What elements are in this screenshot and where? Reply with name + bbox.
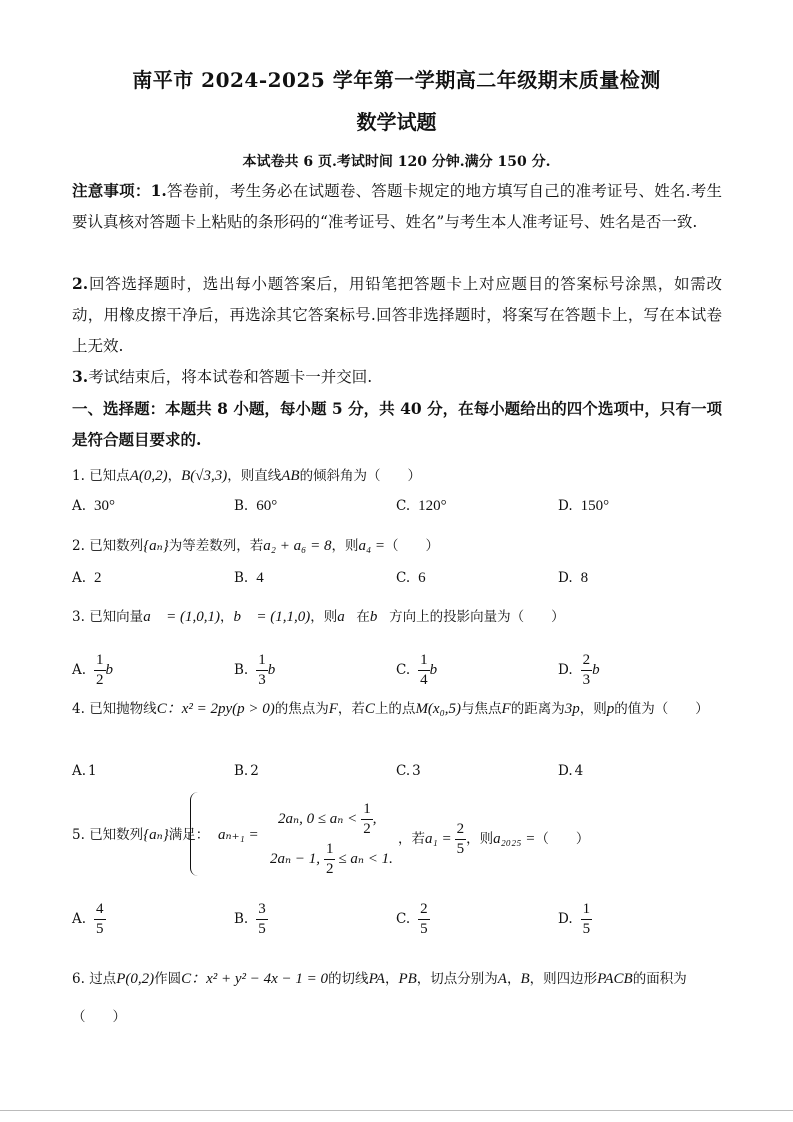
- question-text: 已知向量: [89, 609, 144, 625]
- math-vector-a: a⃗ = (1,0,1): [143, 609, 220, 625]
- question-text: （ ）: [385, 538, 440, 554]
- option-b[interactable]: [234, 900, 268, 939]
- fraction-denominator: 2: [96, 672, 104, 688]
- question-text: ，则: [310, 609, 338, 625]
- option-label: C.: [396, 570, 411, 586]
- math-sequence: {aₙ}: [143, 538, 169, 554]
- fraction-numerator: 1: [418, 651, 430, 671]
- fraction-numerator: 1: [94, 651, 106, 671]
- option-value: 4: [574, 763, 584, 779]
- fraction-numerator: 1: [256, 651, 268, 671]
- exam-info: 本试卷共 6 页.考试时间 120 分钟.满分 150 分.: [242, 154, 551, 170]
- option-a[interactable]: [72, 763, 97, 779]
- option-a[interactable]: [72, 651, 125, 690]
- question-text: ，切点分别为: [416, 971, 498, 987]
- question-number: 2.: [72, 538, 85, 554]
- option-a[interactable]: [72, 900, 106, 939]
- option-d[interactable]: [558, 763, 583, 779]
- option-value: 2: [94, 570, 102, 586]
- option-b[interactable]: [234, 763, 259, 779]
- option-value: 1: [88, 763, 97, 779]
- option-c[interactable]: [396, 498, 447, 515]
- question-2: [72, 535, 732, 557]
- option-vector: b⃗: [105, 662, 125, 678]
- question-text: 上的点: [374, 701, 416, 717]
- question-text: ，则直线: [227, 468, 282, 484]
- math-point-a: A(0,2): [129, 468, 168, 484]
- option-value: 2: [250, 763, 259, 779]
- math-condition: a₂ + a₆ = 8: [263, 538, 332, 554]
- fraction-numerator: 1: [324, 840, 336, 860]
- question-5-suffix: [398, 820, 658, 859]
- fraction-denominator: 3: [582, 672, 591, 688]
- option-value: 6: [418, 570, 426, 586]
- question-text: 的切线: [328, 971, 369, 987]
- fraction-denominator: 5: [582, 921, 591, 937]
- fraction: [418, 900, 430, 939]
- option-b[interactable]: [234, 570, 264, 587]
- math-vector-b: b⃗ = (1,1,0): [233, 609, 311, 625]
- option-c[interactable]: [396, 763, 421, 779]
- fraction-numerator: 2: [455, 820, 467, 840]
- question-number: 6.: [72, 971, 85, 987]
- option-label: C.: [396, 763, 411, 779]
- case-1-end: ,: [372, 811, 377, 827]
- exam-title: 南平市 2024-2025 学年第一学期高二年级期末质量检测: [132, 68, 661, 92]
- question-text: 与焦点: [461, 701, 502, 717]
- fraction: [581, 651, 593, 690]
- option-d[interactable]: [558, 900, 592, 939]
- fraction-denominator: 5: [456, 841, 465, 857]
- option-value: 3: [412, 763, 421, 779]
- question-text: 满足：: [168, 827, 210, 843]
- option-a[interactable]: [72, 570, 102, 587]
- math-target: a₂₀₂₅ =: [493, 831, 536, 847]
- question-text: 已知点: [89, 468, 130, 484]
- question-text: 已知数列: [89, 827, 144, 843]
- option-label: A.: [72, 763, 87, 779]
- math-focus: F: [501, 701, 511, 717]
- question-text: 已知数列: [89, 538, 144, 554]
- question-text: 已知抛物线: [89, 701, 157, 717]
- question-text: ，则: [331, 538, 359, 554]
- question-text: 为等差数列，若: [168, 538, 264, 554]
- page-bottom-divider: [0, 1110, 793, 1111]
- math-b: b⃗: [369, 609, 390, 625]
- question-text: ，则: [466, 831, 494, 847]
- option-label: A.: [72, 662, 87, 678]
- section-1-heading: 一、选择题：本题共 8 小题，每小题 5 分，共 40 分，在每小题给出的四个选项中，只有一项是符合题目要求的.: [72, 399, 722, 449]
- option-d[interactable]: [558, 570, 588, 587]
- fraction: [94, 900, 106, 939]
- option-c[interactable]: [396, 651, 449, 690]
- question-text: 过点: [89, 971, 117, 987]
- math-b: B: [520, 971, 530, 987]
- question-text: （ ）: [535, 831, 590, 847]
- math-a: a⃗: [337, 609, 357, 625]
- question-text: 的面积为: [632, 971, 687, 987]
- question-number: 4.: [72, 701, 85, 717]
- notice-item-1: [72, 175, 722, 238]
- math-distance: 3p: [564, 701, 580, 717]
- fraction-numerator: 4: [94, 900, 106, 920]
- notice-label: 注意事项：: [72, 181, 151, 200]
- option-label: A.: [72, 498, 87, 514]
- option-b[interactable]: [234, 651, 287, 690]
- math-point: M(x₀,5): [415, 701, 462, 717]
- question-1-options: [72, 498, 732, 522]
- question-text: ，: [384, 971, 399, 987]
- fraction-denominator: 5: [420, 921, 428, 937]
- math-pa: PA: [368, 971, 385, 987]
- option-c[interactable]: [396, 900, 430, 939]
- question-text: ，则: [579, 701, 607, 717]
- option-value: 30°: [94, 498, 116, 514]
- option-label: B.: [234, 763, 249, 779]
- question-6: [72, 960, 732, 1036]
- notice-item-3: [72, 361, 722, 393]
- option-value: 60°: [256, 498, 278, 514]
- math-a: A: [497, 971, 507, 987]
- question-text: ，则四边形: [529, 971, 598, 987]
- case-2-expr: 2aₙ − 1,: [270, 851, 320, 867]
- question-text: 方向上的投影向量为（ ）: [389, 609, 565, 625]
- question-text: 的距离为: [510, 701, 565, 717]
- math-lhs: aₙ₊₁ =: [218, 827, 259, 843]
- fraction-denominator: 5: [96, 921, 104, 937]
- question-2-options: [72, 570, 732, 594]
- option-label: D.: [558, 662, 573, 678]
- math-pb: PB: [398, 971, 417, 987]
- fraction: [94, 651, 106, 690]
- option-vector: b⃗: [592, 662, 612, 678]
- case-2-range: ≤ aₙ < 1.: [338, 851, 393, 867]
- fraction-denominator: 2: [325, 861, 334, 877]
- math-initial: a₁ =: [425, 831, 452, 847]
- fraction-numerator: 3: [256, 900, 268, 920]
- option-d[interactable]: [558, 651, 611, 690]
- fraction-numerator: 1: [361, 800, 373, 820]
- fraction: [361, 800, 373, 839]
- question-3-options: [72, 645, 732, 689]
- question-4-options: [72, 763, 732, 787]
- option-b[interactable]: [234, 498, 277, 515]
- notice-item-3-text: 考试结束后，将本试卷和答题卡一并交回.: [88, 368, 373, 386]
- math-quadrilateral: PACB: [597, 971, 633, 987]
- fraction-numerator: 2: [581, 651, 593, 671]
- option-label: C.: [396, 662, 411, 678]
- question-number: 1.: [72, 468, 85, 484]
- option-vector: b⃗: [267, 662, 287, 678]
- fraction: [256, 900, 268, 939]
- question-5-options: [72, 896, 732, 940]
- subject-title: 数学试题: [356, 110, 437, 134]
- math-curve: C：x² = 2py(p > 0): [156, 701, 275, 717]
- fraction: [455, 820, 467, 859]
- option-label: D.: [558, 911, 573, 927]
- notice-item-3-number: 3.: [72, 367, 89, 386]
- fraction: [256, 651, 268, 690]
- math-circle: C：x² + y² − 4x − 1 = 0: [181, 971, 329, 987]
- option-label: A.: [72, 570, 87, 586]
- math-c: C: [364, 701, 375, 717]
- question-text: 在: [356, 609, 370, 625]
- fraction-denominator: 3: [258, 672, 266, 688]
- option-label: B.: [234, 570, 249, 586]
- option-label: A.: [72, 911, 87, 927]
- question-text: ，: [167, 468, 182, 484]
- notice-item-1-text: 答卷前，考生务必在试题卷、答题卡规定的地方填写自己的准考证号、姓名.考生要认真核对答题卡上粘贴的条形码的“准考证号、姓名”与考生本人准考证号、姓名是否一致.: [72, 182, 722, 231]
- option-d[interactable]: [558, 498, 609, 515]
- option-label: B.: [234, 498, 249, 514]
- option-label: B.: [234, 662, 249, 678]
- question-text: 的值为（ ）: [614, 701, 709, 717]
- math-target: a₄ =: [358, 538, 386, 554]
- option-value: 150°: [580, 498, 610, 514]
- math-point-b: B(√3,3): [181, 468, 228, 484]
- fraction-numerator: 1: [581, 900, 593, 920]
- option-a[interactable]: [72, 498, 115, 515]
- fraction-denominator: 4: [420, 672, 428, 688]
- question-text: ，: [219, 609, 234, 625]
- notice-item-2-number: 2.: [72, 274, 89, 293]
- case-1-expr: 2aₙ, 0 ≤ aₙ <: [278, 811, 358, 827]
- option-label: D.: [558, 498, 573, 514]
- question-text: ，: [506, 971, 521, 987]
- question-text: 作圆: [154, 971, 182, 987]
- question-4: [72, 690, 732, 728]
- fraction: [581, 900, 593, 939]
- math-point: P(0,2): [116, 971, 155, 987]
- notice-item-1-number: 1.: [150, 181, 167, 200]
- option-label: C.: [396, 911, 411, 927]
- option-c[interactable]: [396, 570, 426, 587]
- option-vector: b⃗: [429, 662, 449, 678]
- question-1: [72, 465, 732, 487]
- option-value: 4: [256, 570, 264, 586]
- math-line-ab: AB: [281, 468, 300, 484]
- math-focus: F: [328, 701, 338, 717]
- question-blank: （ ）: [72, 1009, 126, 1025]
- piecewise-brace: [190, 792, 201, 876]
- fraction: [324, 840, 336, 879]
- question-3: [72, 606, 732, 628]
- fraction-denominator: 2: [363, 821, 371, 837]
- question-text: 的焦点为: [274, 701, 329, 717]
- option-value: 8: [580, 570, 589, 586]
- question-number: 5.: [72, 827, 85, 843]
- notice-item-2-text: 回答选择题时，选出每小题答案后，用铅笔把答题卡上对应题目的答案标号涂黑，如需改动，用橡皮擦干净后，再选涂其它答案标号.回答非选择题时，将案写在答题卡上，写在本试卷上无效.: [72, 275, 722, 355]
- math-sequence: {aₙ}: [143, 827, 169, 843]
- notice-item-2: [72, 268, 722, 362]
- fraction: [418, 651, 430, 690]
- question-text: ，若: [398, 831, 425, 847]
- option-label: D.: [558, 570, 573, 586]
- option-label: B.: [234, 911, 249, 927]
- question-number: 3.: [72, 609, 85, 625]
- fraction-numerator: 2: [418, 900, 430, 920]
- option-value: 120°: [418, 498, 447, 514]
- question-text: ，若: [337, 701, 365, 717]
- math-p: p: [606, 701, 615, 717]
- math-recurrence-lhs: [218, 824, 278, 846]
- option-label: D.: [558, 763, 573, 779]
- question-text: 的倾斜角为（ ）: [299, 468, 422, 484]
- option-label: C.: [396, 498, 411, 514]
- fraction-denominator: 5: [258, 921, 266, 937]
